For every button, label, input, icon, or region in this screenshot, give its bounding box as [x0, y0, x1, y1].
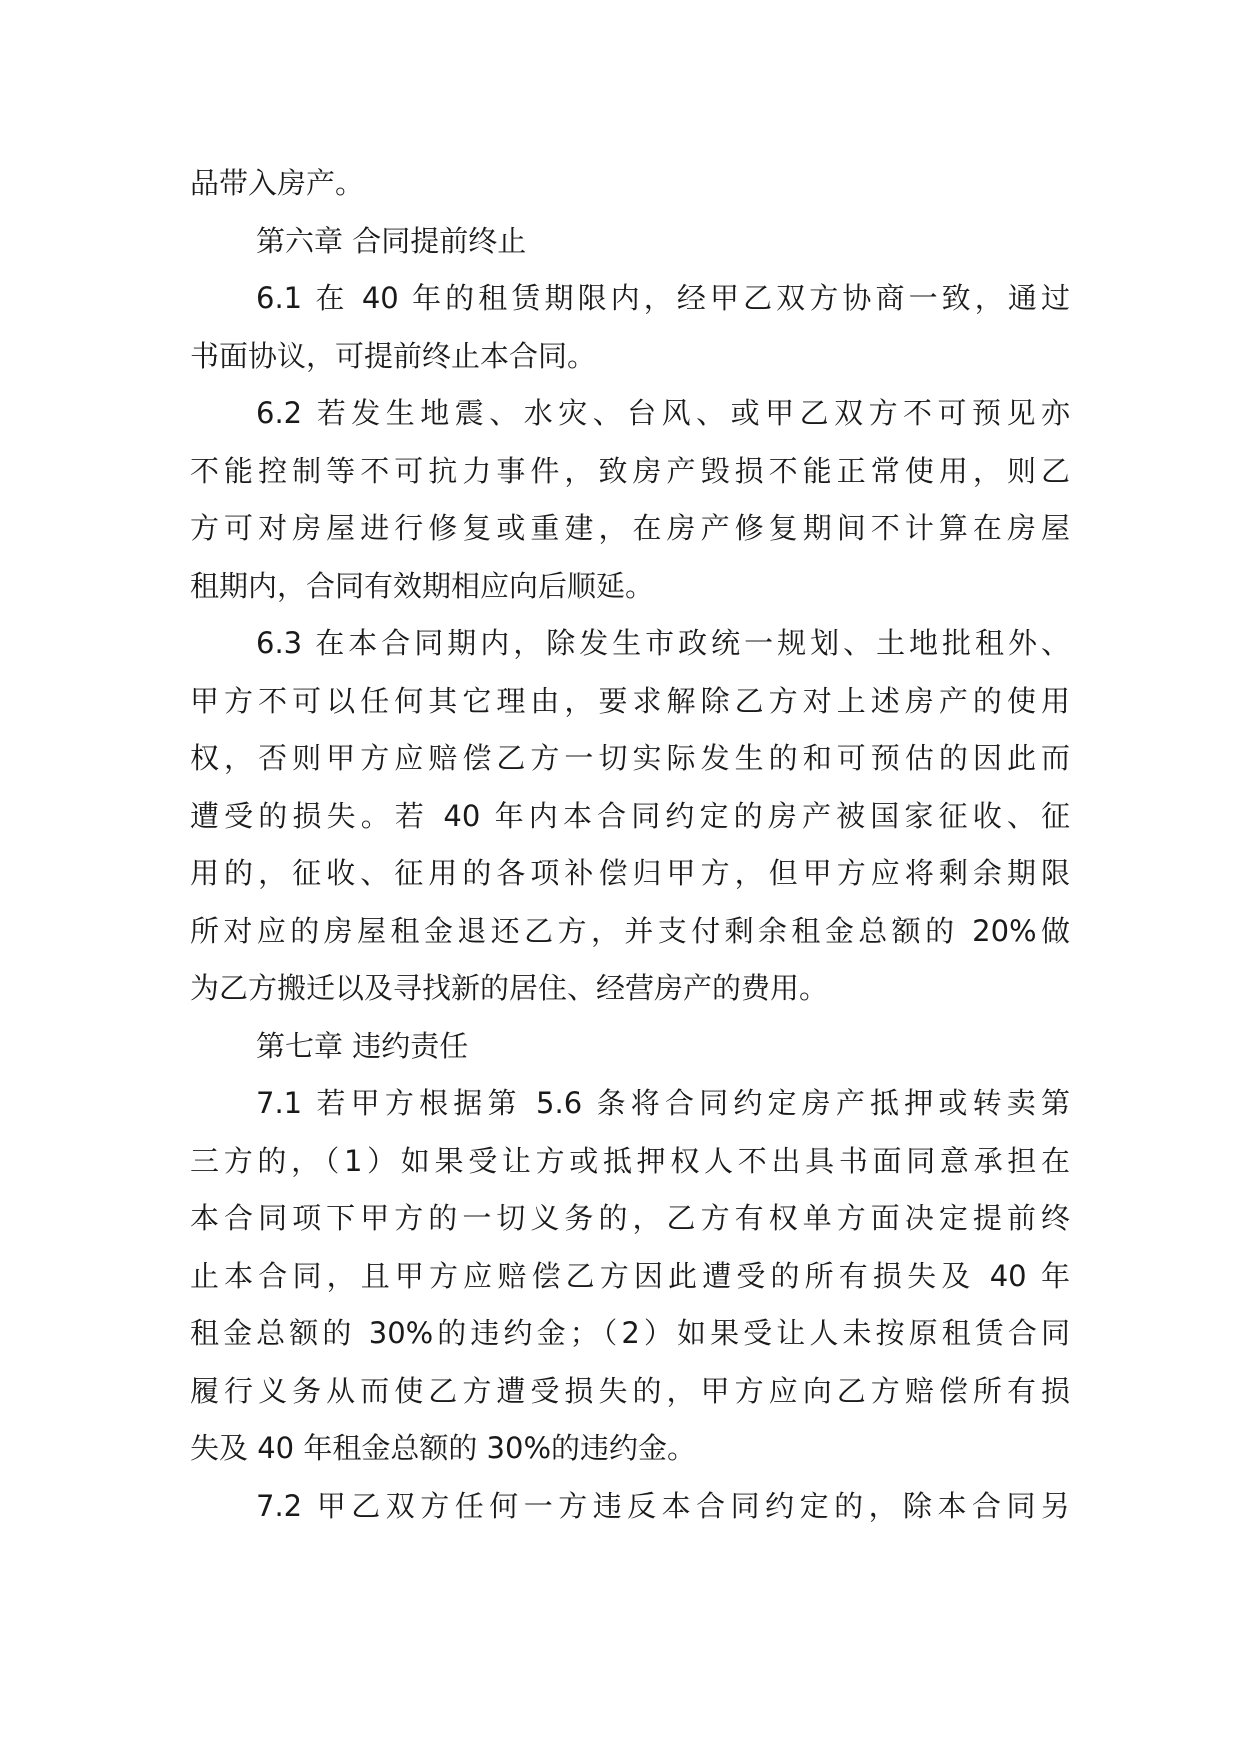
contract-body-text [190, 155, 1070, 1535]
text-line: 本合同项下甲方的一切义务的，乙方有权单方面决定提前终 [190, 1201, 1070, 1235]
text-line: 三方的，（1）如果受让方或抵押权人不出具书面同意承担在 [190, 1143, 1070, 1178]
text-line: 6.1 在 40 年的租赁期限内，经甲乙双方协商一致，通过 [256, 281, 1070, 315]
text-line: 为乙方搬迁以及寻找新的居住、经营房产的费用。 [190, 971, 829, 1005]
text-line: 7.2 甲乙双方任何一方违反本合同约定的，除本合同另 [256, 1488, 1070, 1523]
text-line: 所对应的房屋租金退还乙方，并支付剩余租金总额的 20%做 [190, 913, 1070, 948]
text-line: 遭受的损失。若 40 年内本合同约定的房产被国家征收、征 [190, 798, 1070, 833]
text-line: 失及 40 年租金总额的 30%的违约金。 [190, 1431, 697, 1465]
text-line: 书面协议，可提前终止本合同。 [190, 338, 597, 373]
text-line: 甲方不可以任何其它理由，要求解除乙方对上述房产的使用 [190, 683, 1070, 718]
text-line: 权，否则甲方应赔偿乙方一切实际发生的和可预估的因此而 [190, 741, 1070, 775]
text-line: 方可对房屋进行修复或重建，在房产修复期间不计算在房屋 [190, 511, 1070, 545]
text-line: 租期内，合同有效期相应向后顺延。 [190, 568, 655, 603]
text-line: 6.3 在本合同期内，除发生市政统一规划、土地批租外、 [256, 626, 1070, 660]
text-line: 不能控制等不可抗力事件，致房产毁损不能正常使用，则乙 [190, 453, 1070, 488]
text-line: 止本合同，且甲方应赔偿乙方因此遭受的所有损失及 40 年 [190, 1258, 1070, 1293]
text-line: 7.1 若甲方根据第 5.6 条将合同约定房产抵押或转卖第 [256, 1086, 1070, 1120]
text-line: 租金总额的 30%的违约金；（2）如果受让人未按原租赁合同 [190, 1316, 1070, 1350]
text-line: 履行义务从而使乙方遭受损失的，甲方应向乙方赔偿所有损 [190, 1373, 1070, 1408]
text-line: 品带入房产。 [190, 166, 365, 200]
text-line: 用的，征收、征用的各项补偿归甲方，但甲方应将剩余期限 [190, 856, 1070, 890]
chapter-heading: 第七章 违约责任 [256, 1028, 469, 1063]
chapter-heading: 第六章 合同提前终止 [256, 223, 527, 258]
text-line: 6.2 若发生地震、水灾、台风、或甲乙双方不可预见亦 [256, 396, 1070, 430]
